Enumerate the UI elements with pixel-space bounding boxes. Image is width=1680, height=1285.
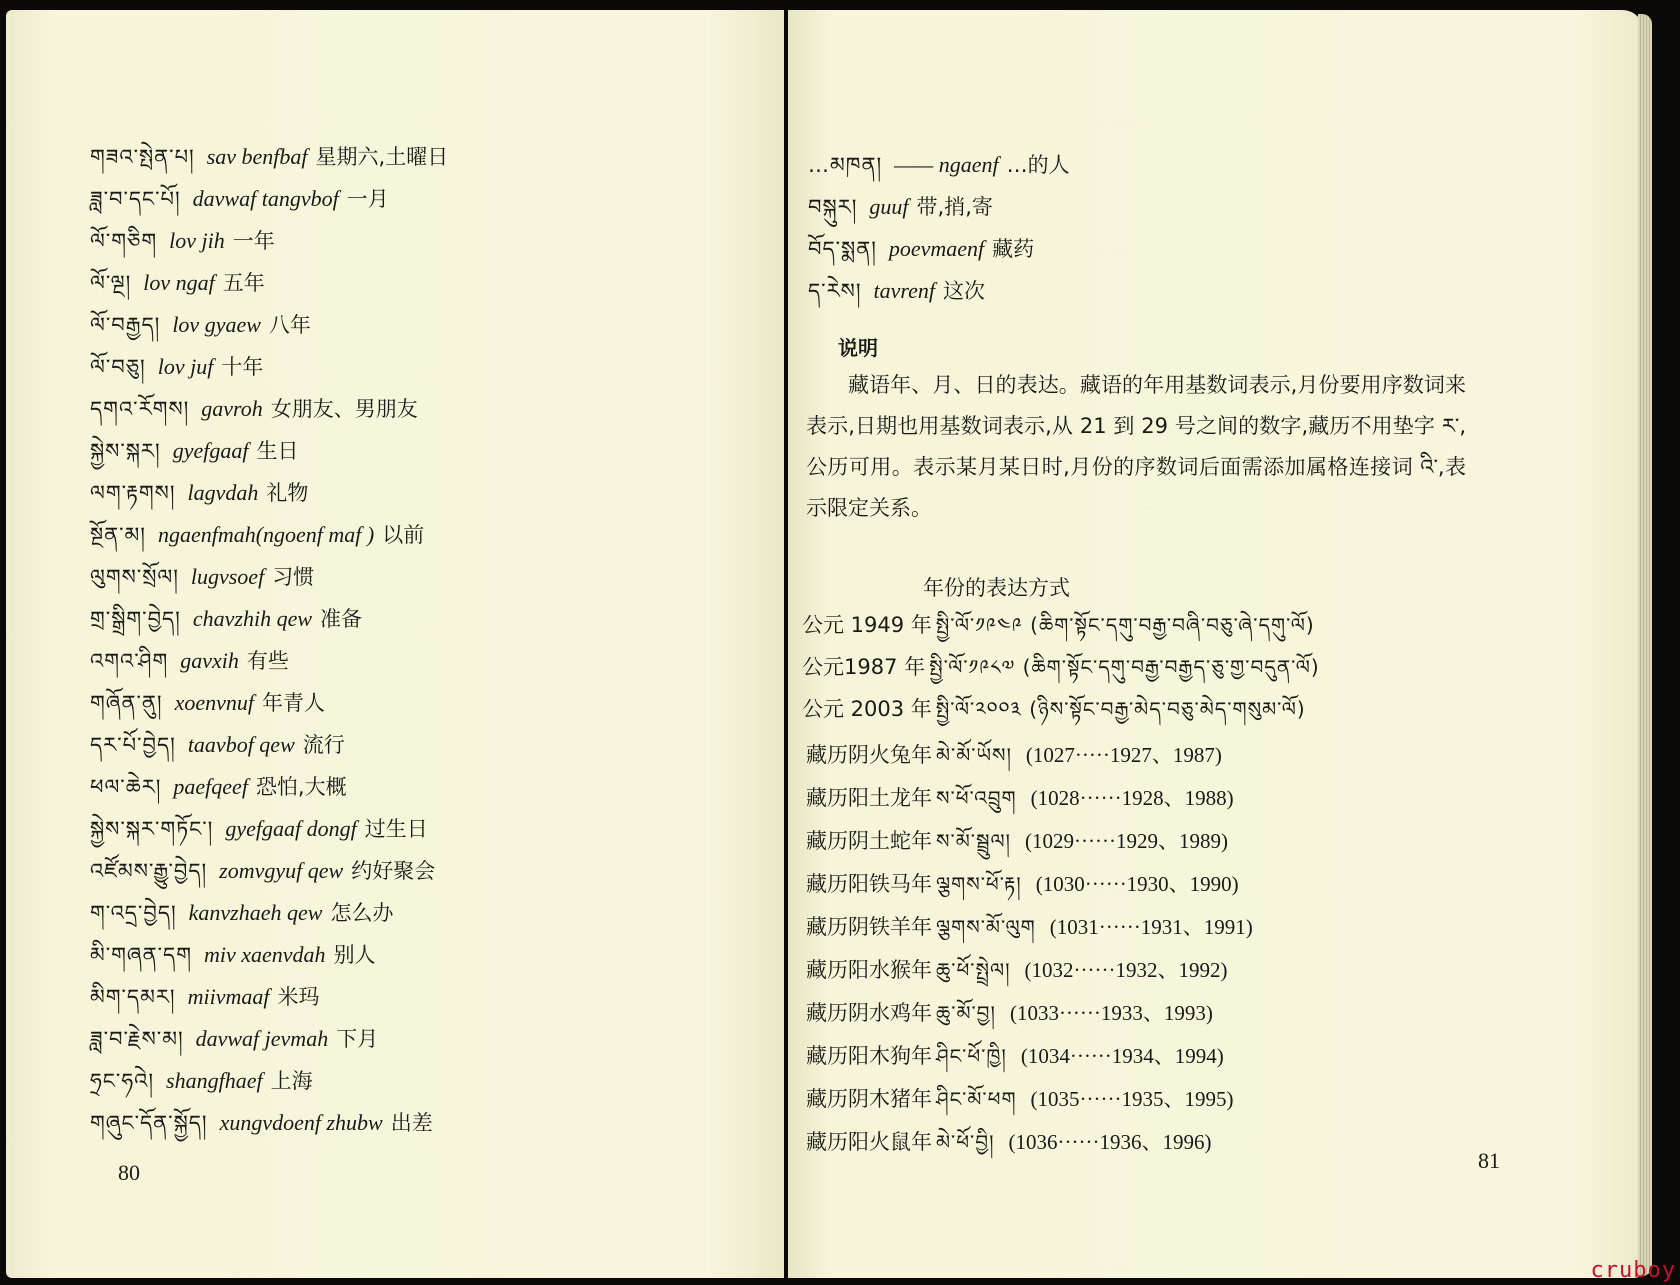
- romanization: chavzhih qew: [192, 606, 313, 631]
- tibetan-term: འཛོམས་རྒྱུ་བྱེད།: [90, 859, 208, 883]
- chinese-meaning: 上海: [270, 1069, 313, 1093]
- vocab-entry: [90, 478, 308, 509]
- vocab-entry: [90, 520, 424, 551]
- romanization: davwaf jevmah: [195, 1026, 329, 1051]
- tibetan-year-row: [806, 1041, 1224, 1071]
- vocab-entry: [90, 772, 347, 803]
- year-range: (1033······1933、1993): [1009, 1001, 1213, 1025]
- tibetan-year: སྤྱི་ལོ་༡༩༨༧ (ཆིག་སྟོང་དགུ་བརྒྱ་བརྒྱད་ཅུ་གྱ་བདུན་ལོ): [929, 655, 1320, 679]
- romanization: xoenvnuf: [174, 690, 254, 715]
- romanization: miv xaenvdah: [204, 942, 326, 967]
- romanization: zomvgyuf qew: [219, 858, 344, 883]
- year-label: 藏历阴铁羊年: [806, 915, 932, 939]
- tibetan-term: ཕལ་ཆེར།: [90, 775, 162, 799]
- vocab-entry: [808, 192, 993, 223]
- romanization: lov jih: [169, 228, 225, 253]
- year-label: 藏历阳土龙年: [806, 786, 932, 810]
- tibetan-term: ལུགས་སྲོལ།: [90, 565, 179, 589]
- romanization: sav benfbaf: [206, 144, 308, 169]
- chinese-meaning: …的人: [1006, 153, 1070, 177]
- vocab-entry: [90, 898, 393, 929]
- vocab-entry: [90, 1066, 313, 1097]
- chinese-meaning: 八年: [268, 313, 311, 337]
- romanization: lov gyaew: [172, 312, 261, 337]
- tibetan-year: ས་ཕོ་འབྲུག: [936, 786, 1017, 810]
- chinese-meaning: 十年: [221, 355, 264, 379]
- vocab-entry: [90, 436, 298, 467]
- vocab-entry: [90, 730, 345, 761]
- vocab-entry: [808, 276, 985, 307]
- vocab-entry: [90, 268, 265, 299]
- tibetan-year-row: [806, 783, 1234, 813]
- chinese-meaning: 有些: [246, 649, 289, 673]
- year-label: 藏历阳火鼠年: [806, 1130, 932, 1154]
- year-label: 公元 2003 年: [802, 697, 932, 721]
- year-expression-heading: 年份的表达方式: [923, 576, 1070, 600]
- tibetan-term: མི་གཞན་དག: [90, 943, 192, 967]
- tibetan-year-row: [806, 740, 1222, 770]
- explanation-paragraph: 藏语年、月、日的表达。藏语的年用基数词表示,月份要用序数词来表示,日期也用基数词表示,从 21 到 29 号之间的数字,藏历不用垫字 ར་,公历可用。表示某月某日时,月份的序数词后面需添加属格连接词 འི་,表示限定关系。: [806, 373, 1466, 520]
- year-label: 藏历阴火兔年: [806, 743, 932, 767]
- chinese-meaning: 礼物: [266, 481, 309, 505]
- year-label: 藏历阳铁马年: [806, 872, 932, 896]
- vocab-entry: [90, 226, 275, 257]
- vocab-entry: [90, 1024, 378, 1055]
- tibetan-term: སྐྱེས་སྐར།: [90, 439, 161, 463]
- tibetan-year: ཆུ་ཕོ་སྤྲེལ།: [936, 958, 1011, 982]
- tibetan-term: ཧྲང་ཧའེ།: [90, 1069, 155, 1093]
- tibetan-term: གཞོན་ནུ།: [90, 691, 163, 715]
- page-edge: [1638, 14, 1652, 1276]
- vocab-entry: [90, 940, 376, 971]
- year-range: (1034······1934、1994): [1020, 1044, 1224, 1068]
- chinese-meaning: 约好聚会: [351, 859, 436, 883]
- tibetan-term: སྐྱེས་སྐར་གཏོང་།: [90, 817, 214, 841]
- tibetan-term: བོད་སྨན།: [808, 237, 877, 261]
- tibetan-term: འགའ་ཤིག: [90, 649, 169, 673]
- tibetan-year-row: [806, 998, 1213, 1028]
- vocab-entry: [90, 394, 418, 425]
- chinese-meaning: 这次: [943, 279, 985, 303]
- year-label: 公元1987 年: [802, 655, 926, 679]
- chinese-meaning: 米玛: [277, 985, 320, 1009]
- page-number-left: 80: [118, 1160, 140, 1185]
- page-number-right: 81: [1478, 1148, 1500, 1173]
- tibetan-term: ཟླ་བ་དང་པོ།: [90, 187, 181, 211]
- chinese-meaning: 星期六,土曜日: [315, 145, 449, 169]
- year-label: 藏历阳水猴年: [806, 958, 932, 982]
- tibetan-year-row: [806, 869, 1239, 899]
- romanization: davwaf tangvbof: [192, 186, 339, 211]
- chinese-meaning: 女朋友、男朋友: [270, 397, 418, 421]
- chinese-meaning: 流行: [302, 733, 345, 757]
- romanization: gyefgaaf: [172, 438, 249, 463]
- chinese-meaning: 别人: [333, 943, 376, 967]
- chinese-meaning: 年青人: [261, 691, 325, 715]
- year-range: (1035······1935、1995): [1030, 1087, 1234, 1111]
- gregorian-year-row: [802, 652, 1320, 682]
- tibetan-term: ལོ་ལྔ།: [90, 271, 132, 295]
- tibetan-year-row: [806, 955, 1227, 985]
- vocab-entry: [90, 1108, 433, 1139]
- tibetan-year-row: [806, 912, 1253, 942]
- romanization: kanvzhaeh qew: [188, 900, 323, 925]
- year-range: (1027·····1927、1987): [1025, 743, 1222, 767]
- year-range: (1030······1930、1990): [1035, 872, 1239, 896]
- chinese-meaning: 习惯: [272, 565, 315, 589]
- vocab-entry: [90, 604, 362, 635]
- tibetan-year: ས་མོ་སྦྲུལ།: [936, 829, 1011, 853]
- vocab-entry: [90, 814, 428, 845]
- year-label: 藏历阴水鸡年: [806, 1001, 932, 1025]
- tibetan-term: གཟའ་སྤེན་པ།: [90, 145, 195, 169]
- tibetan-term: མིག་དམར།: [90, 985, 176, 1009]
- tibetan-year: སྤྱི་ལོ་༡༩༤༩ (ཆིག་སྟོང་དགུ་བརྒྱ་བཞི་བཅུ་ཞེ་དགུ་ལོ): [935, 613, 1315, 637]
- chinese-meaning: 藏药: [992, 237, 1035, 261]
- romanization: ngaenfmah(ngoenf maf ): [157, 522, 375, 547]
- gregorian-year-row: [802, 694, 1306, 724]
- explanation-heading: 说明: [838, 336, 878, 360]
- romanization: xungvdoenf zhubw: [219, 1110, 383, 1135]
- vocab-entry: [90, 856, 435, 887]
- vocab-entry: [90, 646, 289, 677]
- tibetan-year: ཆུ་མོ་བྱ།: [936, 1001, 996, 1025]
- tibetan-term: དགའ་རོགས།: [90, 397, 190, 421]
- tibetan-year: མེ་ཕོ་བྱི།: [936, 1130, 995, 1154]
- vocab-entry: [808, 234, 1034, 265]
- tibetan-year-row: [806, 1127, 1211, 1157]
- tibetan-term: ལོ་བརྒྱད།: [90, 313, 161, 337]
- left-page: [6, 10, 784, 1278]
- tibetan-term: གཞུང་དོན་སྐྱོད།: [90, 1111, 208, 1135]
- romanization: miivmaaf: [187, 984, 270, 1009]
- chinese-meaning: 一月: [346, 187, 389, 211]
- tibetan-term: དར་པོ་བྱེད།: [90, 733, 176, 757]
- romanization: lagvdah: [187, 480, 259, 505]
- romanization: lov juf: [157, 354, 214, 379]
- romanization: guuf: [869, 194, 909, 219]
- tibetan-term: …མཁན།: [808, 153, 883, 177]
- tibetan-year: ལྕགས་ཕོ་རྟ།: [936, 872, 1022, 896]
- vocab-entry: [90, 562, 314, 593]
- vocab-entry: [90, 310, 311, 341]
- tibetan-term: གྲ་སྒྲིག་བྱེད།: [90, 607, 181, 631]
- year-range: (1031······1931、1991): [1049, 915, 1253, 939]
- year-range: (1029······1929、1989): [1025, 829, 1228, 853]
- tibetan-term: ལག་རྟགས།: [90, 481, 176, 505]
- romanization: tavrenf: [873, 278, 935, 303]
- tibetan-year: ལྕགས་མོ་ལུག: [936, 915, 1036, 939]
- tibetan-year: སྤྱི་ལོ་༢༠༠༣ (ཉིས་སྟོང་བརྒྱ་མེད་བཅུ་མེད་གསུམ་ལོ): [935, 697, 1306, 721]
- romanization: gavroh: [201, 396, 263, 421]
- romanization: —— ngaenf: [894, 152, 999, 177]
- year-label: 藏历阳木狗年: [806, 1044, 932, 1068]
- tibetan-year: མེ་མོ་ཡོས།: [936, 743, 1012, 767]
- tibetan-term: ཟླ་བ་རྗེས་མ།: [90, 1027, 184, 1051]
- year-range: (1036······1936、1996): [1008, 1130, 1212, 1154]
- tibetan-term: སྔོན་མ།: [90, 523, 146, 547]
- tibetan-term: ག་འདྲ་བྱེད།: [90, 901, 177, 925]
- chinese-meaning: 以前: [382, 523, 425, 547]
- vocab-entry: [90, 982, 319, 1013]
- chinese-meaning: 准备: [320, 607, 363, 631]
- chinese-meaning: 带,捎,寄: [916, 195, 993, 219]
- right-page: [788, 10, 1644, 1278]
- chinese-meaning: 生日: [256, 439, 299, 463]
- romanization: taavbof qew: [187, 732, 295, 757]
- chinese-meaning: 过生日: [364, 817, 428, 841]
- romanization: gavxih: [180, 648, 239, 673]
- vocab-entry: [90, 142, 448, 173]
- chinese-meaning: 恐怕,大概: [255, 775, 347, 799]
- vocab-entry: [808, 150, 1070, 181]
- tibetan-year-row: [806, 1084, 1233, 1114]
- tibetan-term: ལོ་གཅིག: [90, 229, 158, 253]
- chinese-meaning: 下月: [336, 1027, 379, 1051]
- chinese-meaning: 出差: [390, 1111, 433, 1135]
- watermark: cruboy: [1590, 1258, 1676, 1283]
- tibetan-year-row: [806, 826, 1228, 856]
- year-range: (1032······1932、1992): [1024, 958, 1228, 982]
- romanization: paefqeef: [173, 774, 248, 799]
- chinese-meaning: 怎么办: [330, 901, 394, 925]
- tibetan-term: བསྐུར།: [808, 195, 858, 219]
- vocab-entry: [90, 352, 263, 383]
- year-label: 藏历阴木猪年: [806, 1087, 932, 1111]
- romanization: shangfhaef: [166, 1068, 263, 1093]
- tibetan-year: ཤིང་ཕོ་ཁྱི།: [936, 1044, 1007, 1068]
- romanization: lugvsoef: [190, 564, 265, 589]
- romanization: lov ngaf: [143, 270, 215, 295]
- vocab-entry: [90, 184, 389, 215]
- year-label: 藏历阴土蛇年: [806, 829, 932, 853]
- romanization: gyefgaaf dongf: [225, 816, 357, 841]
- gregorian-year-row: [802, 610, 1315, 640]
- year-range: (1028······1928、1988): [1030, 786, 1234, 810]
- year-label: 公元 1949 年: [802, 613, 932, 637]
- chinese-meaning: 五年: [222, 271, 265, 295]
- chinese-meaning: 一年: [232, 229, 275, 253]
- tibetan-term: ད་རེས།: [808, 279, 862, 303]
- romanization: poevmaenf: [888, 236, 985, 261]
- tibetan-term: ལོ་བཅུ།: [90, 355, 146, 379]
- vocab-entry: [90, 688, 325, 719]
- tibetan-year: ཤིང་མོ་ཕག: [936, 1087, 1017, 1111]
